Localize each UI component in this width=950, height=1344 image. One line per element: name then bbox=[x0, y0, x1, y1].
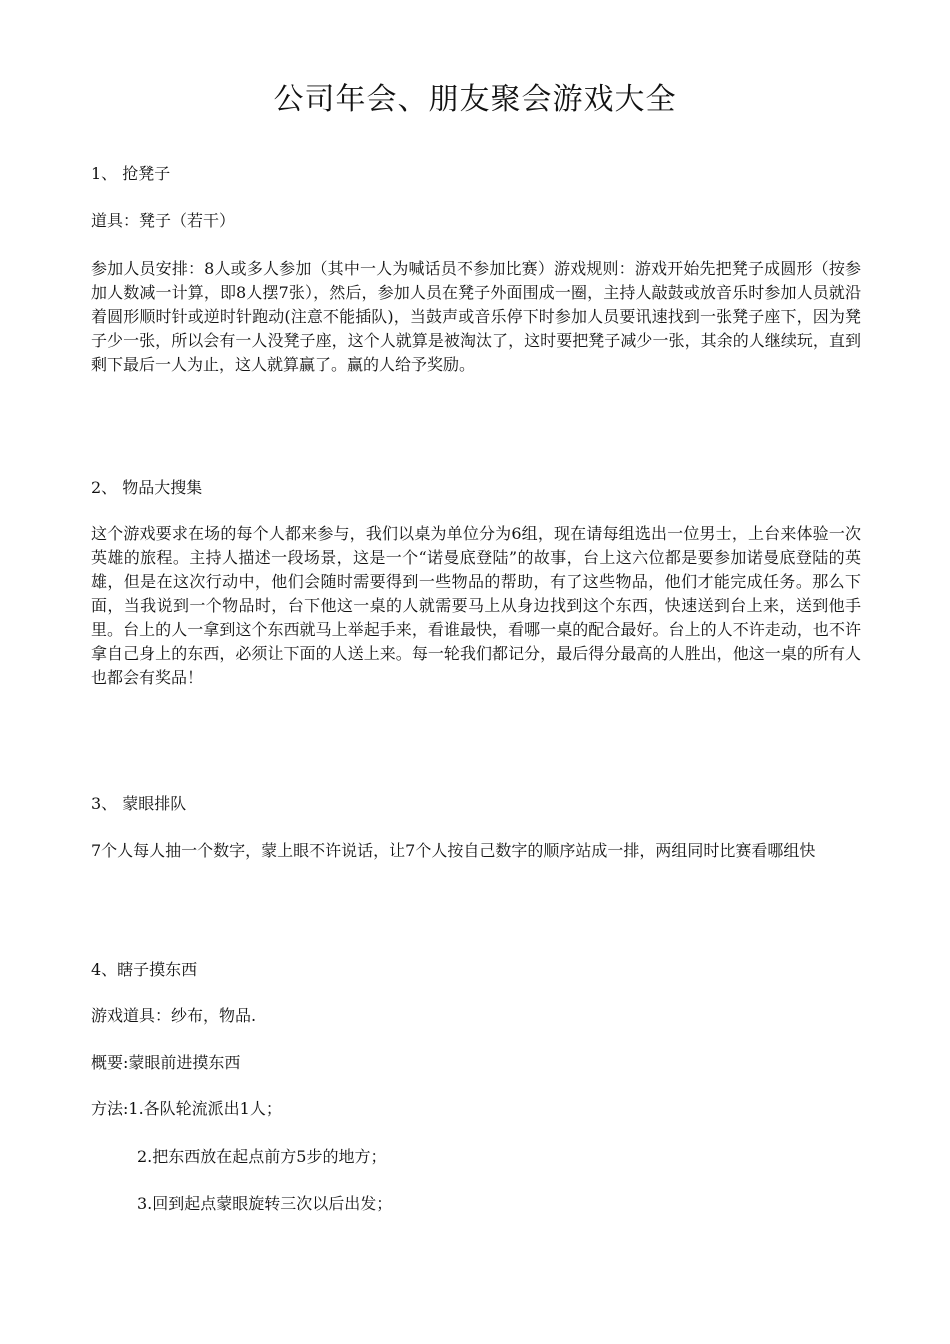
game1-body: 参加人员安排：8人或多人参加（其中一人为喊话员不参加比赛）游戏规则：游戏开始先把凳子成圆形（按参加人数减一计算，即8人摆7张），然后，参加人员在凳子外面围成一圈，主持人敲鼓或放音乐时参加人员就沿着圆形顺时针或逆时针跑动(注意不能插队)，当鼓声或音乐停下时参加人员要讯速找到一张凳子座下，因为凳子少一张，所以会有一人没凳子座，这个人就算是被淘汰了，这时要把凳子减少一张，其余的人继续玩，直到剩下最后一人为止，这人就算赢了。赢的人给予奖励。 bbox=[91, 259, 861, 374]
game1-heading: 1、 抢凳子 bbox=[91, 164, 171, 183]
game4-method-step-1: 方法:1.各队轮流派出1人； bbox=[91, 1099, 282, 1118]
game4-heading: 4、瞎子摸东西 bbox=[91, 960, 198, 979]
game4-method-step-3: 3.回到起点蒙眼旋转三次以后出发； bbox=[137, 1194, 393, 1213]
game2-heading: 2、 物品大搜集 bbox=[91, 478, 203, 497]
document-title: 公司年会、朋友聚会游戏大全 bbox=[273, 82, 677, 117]
game2-body: 这个游戏要求在场的每个人都来参与，我们以桌为单位分为6组，现在请每组选出一位男士，上台来体验一次英雄的旅程。主持人描述一段场景，这是一个“诺曼底登陆”的故事，台上这六位都是要参加诺曼底登陆的英雄，但是在这次行动中，他们会随时需要得到一些物品的帮助，有了这些物品，他们才能完成任务。那么下面，当我说到一个物品时，台下他这一桌的人就需要马上从身边找到这个东西，快速送到台上来，送到他手里。台上的人一拿到这个东西就马上举起手来，看谁最快，看哪一桌的配合最好。台上的人不许走动，也不许拿自己身上的东西，必须让下面的人送上来。每一轮我们都记分，最后得分最高的人胜出，他这一桌的所有人也都会有奖品！ bbox=[91, 524, 861, 687]
game3-heading: 3、 蒙眼排队 bbox=[91, 794, 187, 813]
game4-method-step-2: 2.把东西放在起点前方5步的地方； bbox=[137, 1147, 387, 1166]
game3-body: 7个人每人抽一个数字，蒙上眼不许说话，让7个人按自己数字的顺序站成一排，两组同时比赛看哪组快 bbox=[91, 841, 816, 860]
game4-summary: 概要:蒙眼前进摸东西 bbox=[91, 1053, 241, 1072]
game4-props: 游戏道具：纱布，物品. bbox=[91, 1006, 257, 1025]
game1-props: 道具：凳子（若干） bbox=[91, 211, 236, 230]
